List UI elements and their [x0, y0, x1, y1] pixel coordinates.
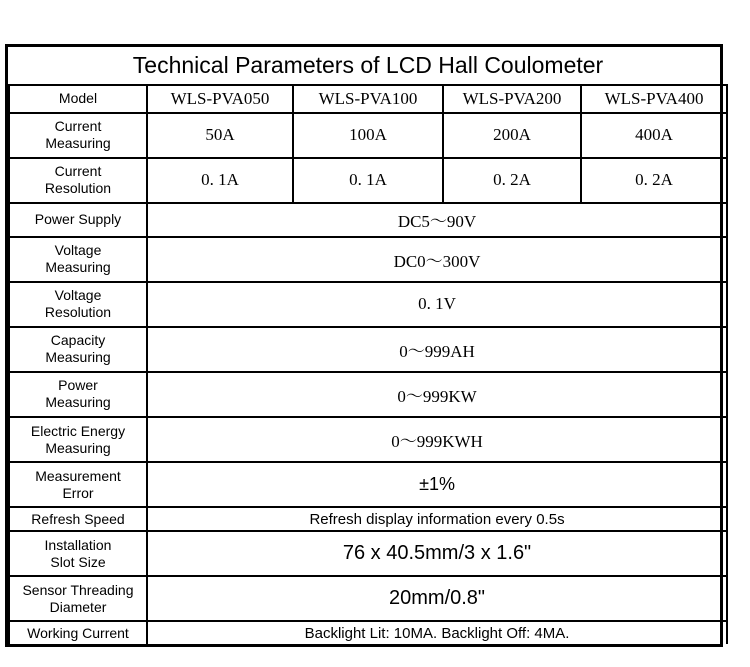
working-current-label: Working Current — [9, 621, 147, 644]
sensor-threading-row — [9, 576, 727, 621]
model-row — [9, 85, 727, 113]
label-line: Electric Energy — [30, 422, 126, 439]
energy-measuring-value: 0～999KWH — [147, 417, 727, 462]
current-resolution-label — [9, 158, 147, 203]
model-value-1: WLS-PVA050 — [147, 85, 293, 113]
current-resolution-value-1: 0. 1A — [147, 158, 293, 203]
label-line: Slot Size — [50, 553, 106, 570]
installation-slot-value: 76 x 40.5mm/3 x 1.6" — [147, 531, 727, 576]
current-measuring-value-4: 400A — [581, 113, 727, 158]
refresh-speed-row — [9, 507, 727, 531]
model-label: Model — [9, 85, 147, 113]
refresh-speed-label: Refresh Speed — [9, 507, 147, 531]
current-measuring-value-2: 100A — [293, 113, 443, 158]
label-line: Installation — [44, 536, 112, 553]
current-measuring-value-3: 200A — [443, 113, 581, 158]
model-value-2: WLS-PVA100 — [293, 85, 443, 113]
label-line: Power — [58, 377, 98, 394]
voltage-resolution-row — [9, 282, 727, 327]
label-line: Diameter — [49, 598, 107, 615]
measurement-error-label — [9, 462, 147, 507]
current-measuring-row — [9, 113, 727, 158]
current-resolution-value-3: 0. 2A — [443, 158, 581, 203]
power-supply-label: Power Supply — [9, 203, 147, 237]
voltage-measuring-value: DC0～300V — [147, 237, 727, 282]
parameters-sheet — [5, 44, 723, 647]
installation-slot-row — [9, 531, 727, 576]
working-current-value: Backlight Lit: 10MA. Backlight Off: 4MA. — [147, 621, 727, 644]
power-supply-row — [9, 203, 727, 237]
label-line: Voltage — [54, 287, 102, 304]
capacity-measuring-row — [9, 327, 727, 372]
capacity-measuring-value: 0～999AH — [147, 327, 727, 372]
parameters-table — [8, 47, 728, 644]
power-measuring-row — [9, 372, 727, 417]
current-resolution-value-4: 0. 2A — [581, 158, 727, 203]
energy-measuring-label — [9, 417, 147, 462]
voltage-measuring-label — [9, 237, 147, 282]
sensor-threading-label — [9, 576, 147, 621]
refresh-speed-value: Refresh display information every 0.5s — [147, 507, 727, 531]
energy-measuring-row — [9, 417, 727, 462]
current-measuring-value-1: 50A — [147, 113, 293, 158]
installation-slot-label — [9, 531, 147, 576]
label-line: Resolution — [44, 304, 112, 321]
label-line: Measuring — [45, 439, 111, 456]
working-current-row — [9, 621, 727, 644]
power-measuring-label — [9, 372, 147, 417]
label-line: Measurement — [35, 467, 121, 484]
label-line: Error — [62, 484, 94, 501]
current-resolution-value-2: 0. 1A — [293, 158, 443, 203]
label-line: Voltage — [54, 242, 102, 259]
label-line: Measuring — [45, 394, 111, 411]
measurement-error-row — [9, 462, 727, 507]
label-line: Resolution — [44, 180, 112, 197]
label-line: Current — [54, 118, 102, 135]
power-measuring-value: 0～999KW — [147, 372, 727, 417]
label-line: Measuring — [45, 259, 111, 276]
model-value-3: WLS-PVA200 — [443, 85, 581, 113]
voltage-measuring-row — [9, 237, 727, 282]
measurement-error-value: ±1% — [147, 462, 727, 507]
label-line: Measuring — [45, 135, 111, 152]
voltage-resolution-value: 0. 1V — [147, 282, 727, 327]
label-line: Capacity — [50, 332, 106, 349]
label-line: Current — [54, 163, 102, 180]
capacity-measuring-label — [9, 327, 147, 372]
table-title: Technical Parameters of LCD Hall Coulometer — [9, 47, 727, 85]
current-measuring-label — [9, 113, 147, 158]
sensor-threading-value: 20mm/0.8" — [147, 576, 727, 621]
voltage-resolution-label — [9, 282, 147, 327]
label-line: Sensor Threading — [22, 581, 134, 598]
title-row — [9, 47, 727, 85]
current-resolution-row — [9, 158, 727, 203]
label-line: Measuring — [45, 349, 111, 366]
power-supply-value: DC5～90V — [147, 203, 727, 237]
model-value-4: WLS-PVA400 — [581, 85, 727, 113]
